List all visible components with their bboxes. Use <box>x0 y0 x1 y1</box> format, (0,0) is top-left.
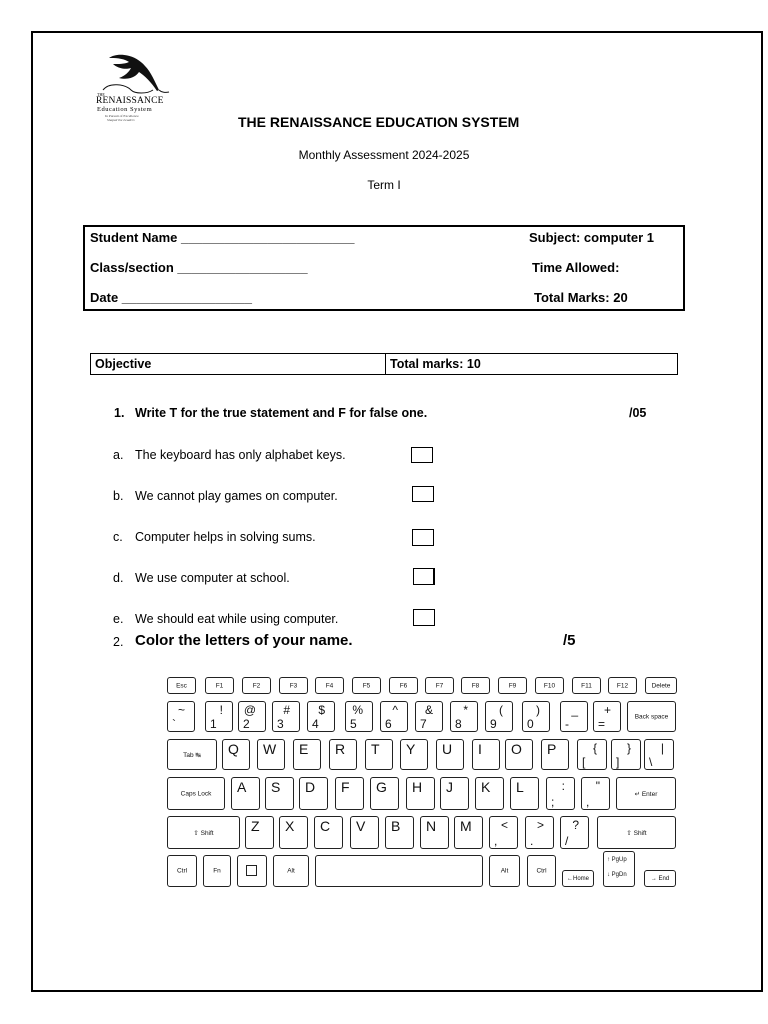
key-shift-label: # <box>283 703 290 717</box>
key-punct <box>525 816 554 849</box>
item-letter: a. <box>113 448 124 462</box>
key-alt <box>273 855 309 887</box>
question-2-marks: /5 <box>563 632 576 649</box>
key-label: K <box>481 779 491 795</box>
key-label: 9 <box>490 717 497 731</box>
key-delete <box>645 677 677 694</box>
key-shift-label: & <box>424 703 433 717</box>
key-label: F6 <box>399 682 408 689</box>
key-label: F9 <box>508 682 517 689</box>
school-logo <box>95 52 175 124</box>
key-label: F4 <box>325 682 334 689</box>
key-label: = <box>598 717 606 731</box>
key-label: Ctrl <box>176 867 188 875</box>
key-fn <box>203 855 231 887</box>
item-letter: b. <box>113 489 124 503</box>
key-f2 <box>242 677 271 694</box>
key-label: F5 <box>362 682 371 689</box>
key-f9 <box>498 677 527 694</box>
key-label: F2 <box>252 682 261 689</box>
key-d <box>299 777 328 810</box>
key-label: S <box>271 779 281 795</box>
key-shift-label: : <box>561 779 565 793</box>
key-w <box>257 739 285 770</box>
key-label: Alt <box>287 867 295 875</box>
key-6 <box>380 701 408 732</box>
key-f <box>335 777 364 810</box>
key-label: 6 <box>385 717 392 731</box>
logo-the: THE <box>97 92 105 97</box>
key-f8 <box>461 677 490 694</box>
key-label: → End <box>650 875 670 882</box>
key-y <box>400 739 428 770</box>
question-2-number: 2. <box>113 635 124 649</box>
key-label: A <box>237 779 247 795</box>
key-label: P <box>547 741 557 757</box>
key-shift-label: ! <box>219 703 223 717</box>
subject-label: Subject: computer 1 <box>529 230 654 245</box>
key-label: Tab ↹ <box>183 751 201 759</box>
key-shift-label: ? <box>572 818 579 832</box>
class-section-field: Class/section __________________ <box>90 260 308 275</box>
key-c <box>314 816 343 849</box>
key-label: ; <box>551 795 555 809</box>
key-shift-label: % <box>352 703 363 717</box>
key-label: ⇧ Shift <box>193 829 214 837</box>
key-end <box>644 870 676 887</box>
item-letter: c. <box>113 530 123 544</box>
key-t <box>365 739 393 770</box>
key-label: Ctrl <box>536 867 547 875</box>
key-label: ⇧ Shift <box>626 829 647 837</box>
key-b <box>385 816 414 849</box>
key-ctrl-right <box>527 855 556 887</box>
key-esc <box>167 677 196 694</box>
key-label: 7 <box>420 717 427 731</box>
key-label: W <box>263 741 277 757</box>
item-letter: e. <box>113 612 124 626</box>
key-f1 <box>205 677 234 694</box>
date-field: Date __________________ <box>90 290 252 305</box>
key-label: / <box>565 834 569 848</box>
key-label: F11 <box>581 682 592 689</box>
question-1-number: 1. <box>114 406 125 420</box>
key-label: , <box>494 834 498 848</box>
key-9 <box>485 701 513 732</box>
key-label: X <box>285 818 295 834</box>
key-home <box>562 870 594 887</box>
key-n <box>420 816 449 849</box>
item-text: We use computer at school. <box>135 571 290 585</box>
key-label: Fn <box>213 867 221 875</box>
key-label: F7 <box>435 682 444 689</box>
key-punct <box>489 816 518 849</box>
key-label: \ <box>649 755 653 769</box>
key-shift-label: _ <box>571 703 578 717</box>
key-1 <box>205 701 233 732</box>
key-g <box>370 777 399 810</box>
windows-icon <box>246 865 257 876</box>
key-m <box>454 816 483 849</box>
key-label: R <box>335 741 346 757</box>
key-label: 2 <box>243 717 250 731</box>
key-shift-label: } <box>626 741 631 755</box>
key-r <box>329 739 357 770</box>
key-space <box>315 855 483 887</box>
key-label: L <box>516 779 524 795</box>
key-label: Z <box>251 818 260 834</box>
question-2-text: Color the letters of your name. <box>135 632 353 649</box>
key-label: I <box>478 741 482 757</box>
key-- <box>560 701 588 732</box>
key-label: [ <box>582 755 586 769</box>
key-f7 <box>425 677 454 694</box>
key-label: O <box>511 741 522 757</box>
key-= <box>593 701 621 732</box>
key-shift-label: { <box>592 741 597 755</box>
key-shift-label: $ <box>318 703 325 717</box>
key-label: F1 <box>215 682 224 689</box>
key-label: F12 <box>616 682 629 689</box>
key-3 <box>272 701 300 732</box>
key-j <box>440 777 469 810</box>
item-text: We should eat while using computer. <box>135 612 339 626</box>
quill-icon <box>95 52 175 98</box>
key-punct <box>546 777 575 810</box>
item-text: Computer helps in solving sums. <box>135 530 316 544</box>
key-shift-label: @ <box>243 703 256 717</box>
key-label: G <box>376 779 387 795</box>
logo-name: RENAISSANCE <box>96 96 164 106</box>
key-label: 3 <box>277 717 284 731</box>
item-text: The keyboard has only alphabet keys. <box>135 448 346 462</box>
key-k <box>475 777 504 810</box>
key-7 <box>415 701 443 732</box>
key-label: Back space <box>634 713 669 720</box>
key-label: F3 <box>289 682 298 689</box>
key-4 <box>307 701 335 732</box>
key-label: ↵ Enter <box>634 790 658 798</box>
key-label: ` <box>172 717 176 731</box>
key-windows <box>237 855 267 887</box>
key-label: Esc <box>176 682 187 689</box>
total-marks-label: Total Marks: 20 <box>534 290 628 305</box>
key-label: Delete <box>651 682 671 689</box>
key-label: ↑ PgUp <box>607 857 627 863</box>
key-shift-label: " <box>595 779 600 793</box>
key-a <box>231 777 260 810</box>
key-alt-right <box>489 855 520 887</box>
key-label: 4 <box>312 717 319 731</box>
key-label: . <box>530 834 534 848</box>
key-shift-label: < <box>500 818 508 832</box>
key-label: B <box>391 818 401 834</box>
item-letter: d. <box>113 571 124 585</box>
key-label: Caps Lock <box>180 790 212 797</box>
key-label: D <box>305 779 316 795</box>
key-pgup-pgdn <box>603 851 635 887</box>
key-shift-label: ~ <box>177 703 185 717</box>
key-p <box>541 739 569 770</box>
key-label: ←Home <box>566 875 589 882</box>
school-title: THE RENAISSANCE EDUCATION SYSTEM <box>238 114 520 130</box>
key-label: U <box>442 741 453 757</box>
key-q <box>222 739 250 770</box>
key-shift-label: ( <box>499 703 503 717</box>
keyboard-diagram <box>167 677 678 890</box>
key-punct <box>560 816 589 849</box>
key-punct <box>581 777 610 810</box>
key-label: H <box>412 779 423 795</box>
key-label: ] <box>616 755 620 769</box>
key-bracket <box>611 739 641 770</box>
key-label: C <box>320 818 331 834</box>
logo-motto: In Pursuit of Excellence <box>105 114 139 118</box>
key-shift-label: * <box>463 703 468 717</box>
key-f11 <box>572 677 601 694</box>
key-bracket <box>577 739 607 770</box>
key-z <box>245 816 274 849</box>
key-ctrl <box>167 855 197 887</box>
key-f3 <box>279 677 308 694</box>
key-` <box>167 701 195 732</box>
key-shift-label: ) <box>536 703 540 717</box>
key-label: T <box>371 741 380 757</box>
key-label: 5 <box>350 717 357 731</box>
key-f5 <box>352 677 381 694</box>
key-label: E <box>299 741 309 757</box>
key-shift-label: > <box>536 818 544 832</box>
key-label: F10 <box>543 682 556 689</box>
key-caps-lock <box>167 777 225 810</box>
key-label: - <box>565 717 569 731</box>
key-label: Q <box>228 741 239 757</box>
key-l <box>510 777 539 810</box>
answer-box-b[interactable] <box>412 486 434 502</box>
key-left-shift <box>167 816 240 849</box>
key-tab <box>167 739 217 770</box>
key-2 <box>238 701 266 732</box>
key-enter <box>616 777 676 810</box>
key-f4 <box>315 677 344 694</box>
key-o <box>505 739 533 770</box>
key-e <box>293 739 321 770</box>
answer-box-a[interactable] <box>411 447 433 463</box>
key-label: N <box>426 818 437 834</box>
key-u <box>436 739 464 770</box>
key-s <box>265 777 294 810</box>
key-0 <box>522 701 550 732</box>
key-shift-label: | <box>660 741 664 755</box>
objective-marks: Total marks: 10 <box>390 357 481 371</box>
key-shift-label: ^ <box>392 703 398 717</box>
question-1-text: Write T for the true statement and F for false one. <box>135 406 428 420</box>
answer-box-e[interactable] <box>413 609 435 626</box>
logo-subtitle: Education System <box>97 106 153 113</box>
key-i <box>472 739 500 770</box>
key-shift-label: + <box>603 703 611 717</box>
logo-tagline: Shaped the Leaders <box>107 118 135 122</box>
key-h <box>406 777 435 810</box>
item-text: We cannot play games on computer. <box>135 489 338 503</box>
key-label: , <box>586 795 590 809</box>
key-backspace <box>627 701 676 732</box>
assessment-title: Monthly Assessment 2024-2025 <box>298 148 470 162</box>
key-8 <box>450 701 478 732</box>
key-label: J <box>446 779 453 795</box>
objective-label: Objective <box>95 357 152 371</box>
key-5 <box>345 701 373 732</box>
key-v <box>350 816 379 849</box>
key-label: F <box>341 779 350 795</box>
answer-box-d[interactable] <box>413 568 435 585</box>
key-label: ↓ PgDn <box>607 872 627 878</box>
key-f6 <box>389 677 418 694</box>
student-name-field: Student Name ________________________ <box>90 230 355 245</box>
key-label: 0 <box>527 717 534 731</box>
term-label: Term I <box>367 178 401 192</box>
objective-table <box>90 353 678 375</box>
question-1-marks: /05 <box>629 406 647 420</box>
key-label: M <box>460 818 472 834</box>
key-label: 1 <box>210 717 217 731</box>
key-label: F8 <box>471 682 480 689</box>
key-bracket <box>644 739 674 770</box>
key-f12 <box>608 677 637 694</box>
time-allowed-label: Time Allowed: <box>532 260 620 275</box>
key-f10 <box>535 677 564 694</box>
key-label: 8 <box>455 717 462 731</box>
key-label: V <box>356 818 366 834</box>
key-label: Y <box>406 741 416 757</box>
key-right-shift <box>597 816 676 849</box>
answer-box-c[interactable] <box>412 529 434 546</box>
key-label: Alt <box>500 867 509 875</box>
key-x <box>279 816 308 849</box>
